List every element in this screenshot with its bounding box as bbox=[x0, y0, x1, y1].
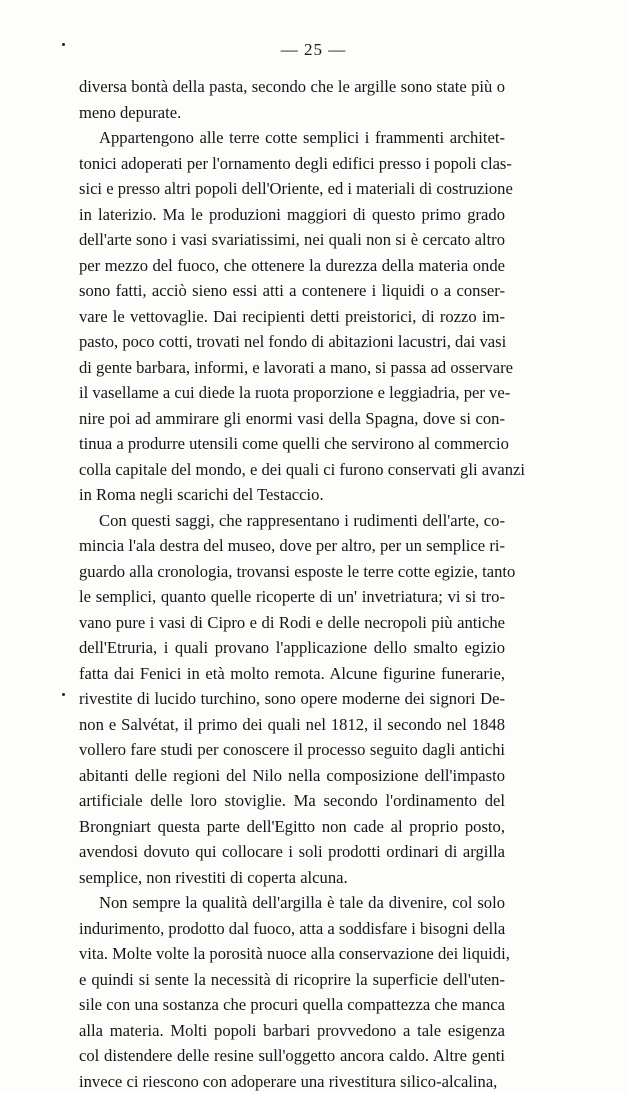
text-line: indurimento, prodotto dal fuoco, atta a soddisfare i bisogni della bbox=[79, 916, 505, 942]
text-line: pasto, poco cotti, trovati nel fondo di abitazioni lacustri, dai vasi bbox=[79, 329, 505, 355]
text-line: Non sempre la qualità dell'argilla è tale da divenire, col solo bbox=[79, 890, 505, 916]
text-line: colla capitale del mondo, e dei quali ci furono conservati gli avanzi bbox=[79, 457, 505, 483]
text-line: di gente barbara, informi, e lavorati a mano, si passa ad osservare bbox=[79, 355, 505, 381]
print-speck bbox=[62, 693, 65, 696]
text-line: alla materia. Molti popoli barbari provvedono a tale esigenza bbox=[79, 1018, 505, 1044]
text-line: non e Salvétat, il primo dei quali nel 1812, il secondo nel 1848 bbox=[79, 712, 505, 738]
text-line: sile con una sostanza che procuri quella compattezza che manca bbox=[79, 992, 505, 1018]
text-line: per mezzo del fuoco, che ottenere la durezza della materia onde bbox=[79, 253, 505, 279]
text-line: tonici adoperati per l'ornamento degli edifici presso i popoli clas- bbox=[79, 151, 505, 177]
text-line: nire poi ad ammirare gli enormi vasi della Spagna, dove si con- bbox=[79, 406, 505, 432]
body-text bbox=[79, 74, 505, 1094]
text-line: rivestite di lucido turchino, sono opere moderne dei signori De- bbox=[79, 686, 505, 712]
text-line: dell'Etruria, i quali provano l'applicazione dello smalto egizio bbox=[79, 635, 505, 661]
text-line: semplice, non rivestiti di coperta alcuna. bbox=[79, 865, 505, 891]
text-line: sono fatti, acciò sieno essi atti a contenere i liquidi o a conser- bbox=[79, 278, 505, 304]
paragraph bbox=[79, 890, 505, 1094]
text-line: diversa bontà della pasta, secondo che le argille sono state più o bbox=[79, 74, 505, 100]
text-line: avendosi dovuto qui collocare i soli prodotti ordinari di argilla bbox=[79, 839, 505, 865]
paragraph bbox=[79, 125, 505, 508]
text-line: dell'arte sono i vasi svariatissimi, nei quali non si è cercato altro bbox=[79, 227, 505, 253]
text-line: e quindi si sente la necessità di ricoprire la superficie dell'uten- bbox=[79, 967, 505, 993]
text-line: abitanti delle regioni del Nilo nella composizione dell'impasto bbox=[79, 763, 505, 789]
text-line: vare le vettovaglie. Dai recipienti detti preistorici, di rozzo im- bbox=[79, 304, 505, 330]
text-line: artificiale delle loro stoviglie. Ma secondo l'ordinamento del bbox=[79, 788, 505, 814]
paragraph bbox=[79, 74, 505, 125]
text-line: guardo alla cronologia, trovansi esposte le terre cotte egizie, tanto bbox=[79, 559, 505, 585]
page-number: — 25 — bbox=[0, 40, 627, 60]
paragraph bbox=[79, 508, 505, 891]
print-speck bbox=[62, 43, 65, 46]
text-line: mincia l'ala destra del museo, dove per altro, per un semplice ri- bbox=[79, 533, 505, 559]
text-line: in laterizio. Ma le produzioni maggiori di questo primo grado bbox=[79, 202, 505, 228]
text-line: vano pure i vasi di Cipro e di Rodi e delle necropoli più antiche bbox=[79, 610, 505, 636]
text-line: Con questi saggi, che rappresentano i rudimenti dell'arte, co- bbox=[79, 508, 505, 534]
text-line: vita. Molte volte la porosità nuoce alla conservazione dei liquidi, bbox=[79, 941, 505, 967]
text-line: sici e presso altri popoli dell'Oriente, ed i materiali di costruzione bbox=[79, 176, 505, 202]
text-line: col distendere delle resine sull'oggetto ancora caldo. Altre genti bbox=[79, 1043, 505, 1069]
text-line: in Roma negli scarichi del Testaccio. bbox=[79, 482, 505, 508]
text-line: Appartengono alle terre cotte semplici i frammenti architet- bbox=[79, 125, 505, 151]
text-line: Brongniart questa parte dell'Egitto non cade al proprio posto, bbox=[79, 814, 505, 840]
text-line: tinua a produrre utensili come quelli che servirono al commercio bbox=[79, 431, 505, 457]
text-line: invece ci riescono con adoperare una rivestitura silico-alcalina, bbox=[79, 1069, 505, 1094]
text-line: vollero fare studi per conoscere il processo seguito dagli antichi bbox=[79, 737, 505, 763]
text-line: le semplici, quanto quelle ricoperte di un' invetriatura; vi si tro- bbox=[79, 584, 505, 610]
text-line: fatta dai Fenici in età molto remota. Alcune figurine funerarie, bbox=[79, 661, 505, 687]
text-line: meno depurate. bbox=[79, 100, 505, 126]
text-line: il vasellame a cui diede la ruota proporzione e leggiadria, per ve- bbox=[79, 380, 505, 406]
